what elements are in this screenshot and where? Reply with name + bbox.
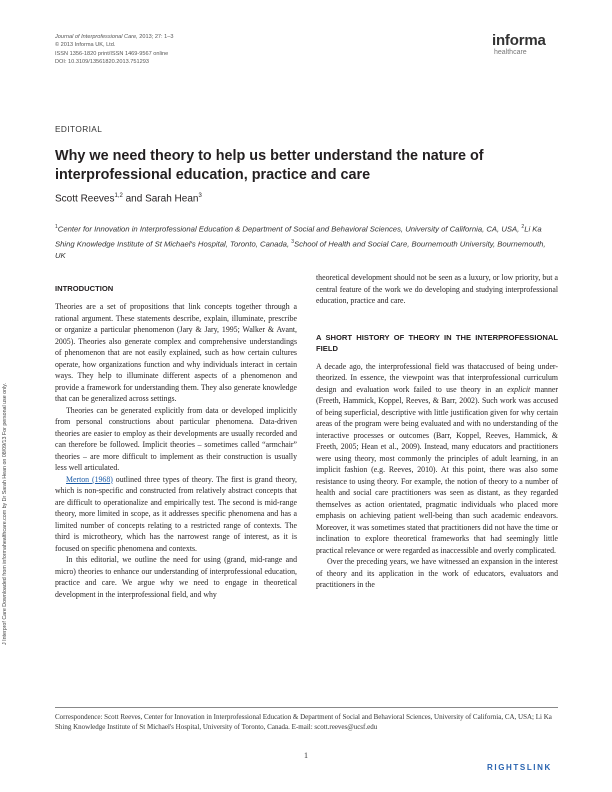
intro-para-2: Theories can be generated explicitly from data or developed implicitly from personal constructions about particular phenomena. Data-driven theories are easier to employ as their developments are usually recorded and can therefore be followed. Implicit theories – sometimes called “armchair” theories – are more difficult to implement as their construction is usually less well articulated. xyxy=(55,405,297,472)
affil-2-marker: 2 xyxy=(521,224,525,230)
journal-name: Journal of Interprofessional Care, xyxy=(55,34,138,40)
intro-heading: INTRODUCTION xyxy=(55,284,114,293)
affil-1-marker: 1 xyxy=(55,224,58,230)
page-number: 1 xyxy=(304,751,308,760)
author-conjunction: and xyxy=(122,193,146,205)
intro-para-3 xyxy=(55,474,297,555)
author-1: Scott Reeves xyxy=(55,193,115,205)
intro-para-4: In this editorial, we outline the need for using (grand, mid-range and micro) theories to enhance our understanding of interprofessional education, practice and care. We argue why we need to engage in theoretical development in the interprofessional field, and why xyxy=(55,555,297,599)
intro-para-1: Theories are a set of propositions that link concepts together through a rational argument. These statements describe, explain, illuminate, prescribe or organize a particular phenomenon (Jary & Jary, 1995; Walker & Avant, 2005). Theories also generate complex and comprehensive understandings of phenomenon that are not easily explained, such as how certain cultures operate, how organizations function and why individuals interact in certain ways. They help to illuminate different aspects of a phenomenon and provide a framework for understanding them. They also generate knowledge that can be generalized across settings. xyxy=(55,302,297,403)
issn: ISSN 1356-1820 print/ISSN 1469-9567 online xyxy=(55,50,169,57)
history-para-2: Over the preceding years, we have witnessed an expansion in the interest of theory and its application in the work of educators, evaluators and practitioners in the xyxy=(316,557,558,589)
article-title: Why we need theory to help us better understand the nature of interprofessional education, practice and care xyxy=(55,148,484,183)
section-label: EDITORIAL xyxy=(55,124,103,134)
affil-2: Li Ka Shing Knowledge Institute of St Michael's Hospital, Toronto, Canada, xyxy=(55,224,542,249)
download-note xyxy=(2,255,18,645)
intro-para-3-text: outlined three types of theory. The first is grand theory, which is non-specific and constructed from relatively abstract concepts that are difficult to operationalize and empirically test. The second is mid-range theory, more limited in scope, as it addresses specific phenomena and has a limited number of concepts relating to a restricted range of contexts. The third is microtheory, which has the narrowest range of interest, as it is focused on specific phenomena and contexts. xyxy=(55,474,297,553)
history-para-1-b: manner (Freeth, Hammick, Koppel, Reeves, & Barr, 2002). Such work was accused of being superficial, descriptive with little justification given for why certain areas of the program were being evaluated and with no understanding of the interactive processes or outcomes (Barr, Koppel, Reeves, Hammick, & Freeth, 2005; Hean et al., 2009). Instead, many educators and practitioners were using theory, most commonly the principles of adult learning, in an implicit fashion (e.g. Reeves, 2010). At this point, there was also some resistance to using theory. For example, the notion of theory to a number of health and social care practitioners was seen as distant, as they regarded themselves as action orientated, pragmatic individuals who placed more emphasis on achieving patient well-being than such academic endeavors. Moreover, it was sometimes stated that practitioners did not have the time or inclination to explore theoretical frameworks that had seemingly little practical relevance or were regarded as inaccessible and overly complicated. xyxy=(316,384,558,555)
affiliations xyxy=(55,221,558,262)
copyright: © 2013 Informa UK, Ltd. xyxy=(55,42,116,49)
history-para-1-a: A decade ago, the interprofessional field was thataccused of being under-theorized. In essence, the viewpoint was that interprofessional curriculum design and evaluation work failed to use theory in an xyxy=(316,361,558,394)
history-para-1 xyxy=(316,361,558,557)
right-column xyxy=(316,272,558,591)
rightslink-logo[interactable]: RIGHTSLINK xyxy=(487,763,552,772)
affil-3-marker: 3 xyxy=(291,238,294,245)
intro-para-5: theoretical development should not be seen as a luxury, or low priority, but a central feature of the work we do developing and studying interprofessional education, practice and care. xyxy=(316,273,558,305)
merton-citation-link[interactable]: Merton (1968) xyxy=(66,474,113,484)
doi: DOI: 10.3109/13561820.2013.751293 xyxy=(55,58,149,65)
history-para-1-em: explicit xyxy=(507,384,531,394)
logo-division: healthcare xyxy=(494,49,527,56)
authors xyxy=(55,193,202,204)
history-heading: A SHORT HISTORY OF THEORY IN THE INTERPROFESSIONAL FIELD xyxy=(316,332,558,353)
author-1-affil: 1,2 xyxy=(114,193,123,199)
left-column xyxy=(55,283,297,600)
journal-citation: 2013; 27: 1–3 xyxy=(137,34,174,40)
author-2-affil: 3 xyxy=(198,193,202,199)
download-note-text: J Interprof Care Downloaded from informahealthcare.com by Dr Sarah Hean on 08/09/13 For personal use only. xyxy=(2,383,8,645)
logo-name: informa xyxy=(492,32,546,49)
publisher-logo xyxy=(492,33,546,57)
affil-1: Center for Innovation in Interprofessional Education & Department of Social and Behavioral Sciences, University of California, CA, USA, xyxy=(57,224,522,234)
footnote-rule xyxy=(55,707,558,708)
correspondence: Correspondence: Scott Reeves, Center for Innovation in Interprofessional Education & Department of Social and Behavioral Sciences, University of California, CA, USA; Li Ka Shing Knowledge Institute of St Michael's Hospital, University of Toronto, Canada. E-mail: scott.reeves@ucsf.edu xyxy=(55,713,552,731)
affil-3: School of Health and Social Care, Bournemouth University, Bournemouth, UK xyxy=(55,239,546,261)
author-2: Sarah Hean xyxy=(145,193,199,205)
journal-meta xyxy=(55,33,174,66)
